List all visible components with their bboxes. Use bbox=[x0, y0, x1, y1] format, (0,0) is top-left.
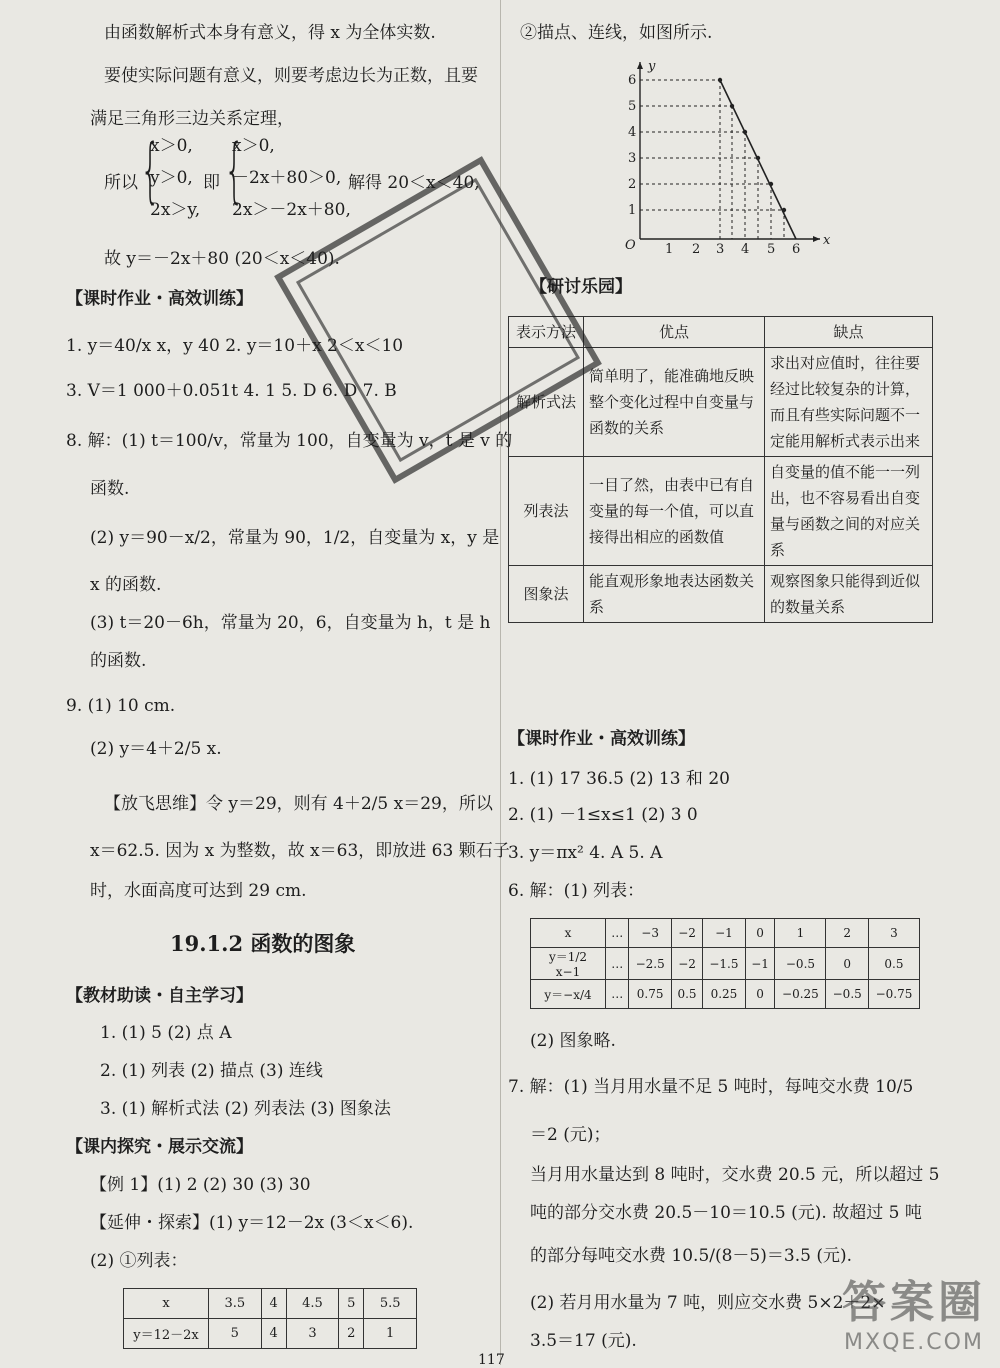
page-number: 117 bbox=[478, 1352, 505, 1368]
answer-line: 【延伸・探索】(1) y＝12－2x (3＜x＜6). bbox=[90, 1213, 414, 1233]
answer-line: 3. y＝πx² 4. A 5. A bbox=[508, 843, 663, 863]
table-cell: 一目了然，由表中已有自变量的每一个值，可以直接得出相应的函数值 bbox=[584, 457, 765, 566]
answer-line: 函数. bbox=[90, 479, 130, 499]
answer-line: (2) y＝4＋2/5 x. bbox=[90, 739, 222, 759]
answer-line: (2) ①列表： bbox=[90, 1251, 188, 1271]
table-cell: 列表法 bbox=[509, 457, 584, 566]
x-tick-labels bbox=[665, 242, 800, 256]
answer-line: x 的函数. bbox=[90, 575, 162, 595]
graph-point bbox=[743, 130, 747, 134]
y-tick-label: 2 bbox=[628, 177, 637, 192]
answer-line: 当月用水量达到 8 吨时，交水费 20.5 元，所以超过 5 bbox=[530, 1165, 940, 1185]
left-brace-2: { bbox=[224, 129, 245, 211]
table-row bbox=[531, 948, 920, 980]
table-cell: 解析式法 bbox=[509, 348, 584, 457]
answer-line: ＝2 (元)； bbox=[530, 1125, 611, 1145]
table-row bbox=[124, 1289, 417, 1319]
table-row bbox=[531, 919, 920, 948]
table-header: 缺点 bbox=[765, 317, 933, 348]
x-arrow bbox=[813, 236, 820, 242]
x-tick-label: 3 bbox=[716, 242, 725, 256]
answer-line: 吨的部分交水费 20.5－10＝10.5 (元). 故超过 5 吨 bbox=[530, 1203, 922, 1223]
table-cell: 能直观形象地表达函数关系 bbox=[584, 566, 765, 623]
answer-line: 6. 解：(1) 列表： bbox=[508, 881, 645, 901]
watermark bbox=[842, 1266, 986, 1355]
x-tick-label: 4 bbox=[741, 242, 750, 256]
table-cell: −2.5 bbox=[629, 948, 672, 980]
graph-point bbox=[769, 182, 773, 186]
table-cell: −1 bbox=[703, 919, 746, 948]
value-table bbox=[123, 1288, 417, 1349]
sys1-row: y＞0, bbox=[150, 168, 193, 188]
graph-guides bbox=[640, 80, 784, 239]
answer-line: 2. (1) 列表 (2) 描点 (3) 连线 bbox=[100, 1061, 323, 1081]
table-row bbox=[124, 1319, 417, 1349]
answer-line: 3. (1) 解析式法 (2) 列表法 (3) 图象法 bbox=[100, 1099, 391, 1119]
answer-line: 的函数. bbox=[90, 651, 147, 671]
answer-line: 1. (1) 17 36.5 (2) 13 和 20 bbox=[508, 769, 730, 789]
text-line: 故 y＝－2x＋80 (20＜x＜40). bbox=[104, 249, 340, 269]
table-cell: 2 bbox=[339, 1319, 364, 1349]
answer-line: (2) y＝90－x/2，常量为 90，1/2，自变量为 x，y 是 bbox=[90, 528, 500, 548]
table-cell: 求出对应值时，往往要经过比较复杂的计算，而且有些实际问题不一定能用解析式表示出来 bbox=[765, 348, 933, 457]
graph-point bbox=[756, 156, 760, 160]
watermark-url: MXQE.COM bbox=[844, 1330, 984, 1355]
table-cell: 0.5 bbox=[868, 948, 919, 980]
table-cell: −2 bbox=[671, 919, 702, 948]
section-heading: 【教材助读・自主学习】 bbox=[66, 986, 253, 1006]
sys1-row: x＞0, bbox=[150, 136, 193, 156]
answer-line: 2. (1) －1≤x≤1 (2) 3 0 bbox=[508, 805, 698, 825]
table-cell: 5 bbox=[209, 1319, 262, 1349]
answer-line: 的部分每吨交水费 10.5/(8－5)＝3.5 (元). bbox=[530, 1246, 852, 1266]
answer-line: ②描点、连线，如图所示. bbox=[520, 23, 713, 43]
answer-line: 3. V＝1 000＋0.051t 4. 1 5. D 6. D 7. B bbox=[66, 381, 397, 401]
sys1-row: 2x＞y, bbox=[150, 200, 201, 220]
table-cell: −0.75 bbox=[868, 980, 919, 1009]
y-arrow bbox=[637, 62, 643, 69]
table-cell: 5.5 bbox=[364, 1289, 417, 1319]
table-cell: −0.25 bbox=[775, 980, 826, 1009]
table-cell: −0.5 bbox=[826, 980, 869, 1009]
y-tick-labels bbox=[628, 73, 636, 218]
table-cell: −1 bbox=[745, 948, 775, 980]
table-cell: … bbox=[606, 919, 629, 948]
table-row bbox=[509, 566, 933, 623]
answer-line: x＝62.5. 因为 x 为整数，故 x＝63，即放进 63 颗石子 bbox=[90, 841, 510, 861]
y-tick-label: 5 bbox=[628, 99, 637, 114]
table-cell: 0 bbox=[745, 919, 775, 948]
x-tick-label: 6 bbox=[792, 242, 801, 256]
y-tick-label: 3 bbox=[628, 151, 637, 166]
sys-mid: 即 bbox=[203, 173, 220, 193]
section-heading: 【研讨乐园】 bbox=[530, 277, 632, 297]
table-cell: 图象法 bbox=[509, 566, 584, 623]
table-cell: 自变量的值不能一一列出，也不容易看出自变量与函数之间的对应关系 bbox=[765, 457, 933, 566]
table-cell: 4 bbox=[261, 1319, 286, 1349]
x-tick-label: 5 bbox=[767, 242, 776, 256]
table-cell: 简单明了，能准确地反映整个变化过程中自变量与函数的关系 bbox=[584, 348, 765, 457]
answer-line: 3.5＝17 (元). bbox=[530, 1331, 637, 1351]
sys2-row: 2x＞－2x＋80, bbox=[232, 200, 351, 220]
graph-point bbox=[782, 208, 786, 212]
system-1 bbox=[150, 130, 200, 226]
table-cell: 1 bbox=[364, 1319, 417, 1349]
table-cell: … bbox=[606, 980, 629, 1009]
table-cell: x bbox=[531, 919, 606, 948]
x-tick-label: 2 bbox=[692, 242, 701, 256]
table-cell: y＝1/2 x−1 bbox=[531, 948, 606, 980]
table-cell: 1 bbox=[775, 919, 826, 948]
table-cell: … bbox=[606, 948, 629, 980]
answer-line: 9. (1) 10 cm. bbox=[66, 696, 176, 716]
table-cell: 3.5 bbox=[209, 1289, 262, 1319]
section-heading: 【课内探究・展示交流】 bbox=[66, 1137, 253, 1157]
table-cell: 0 bbox=[826, 948, 869, 980]
section-title: 19.1.2 函数的图象 bbox=[170, 931, 356, 956]
table-cell: 3 bbox=[286, 1319, 339, 1349]
table-cell: 3 bbox=[868, 919, 919, 948]
y-axis-label: y bbox=[648, 59, 656, 74]
left-brace-1: { bbox=[140, 129, 161, 211]
axis-labels bbox=[625, 59, 831, 253]
table-cell: 2 bbox=[826, 919, 869, 948]
table-row bbox=[531, 980, 920, 1009]
value-table-2 bbox=[530, 918, 920, 1009]
text-line: 要使实际问题有意义，则要考虑边长为正数，且要 bbox=[104, 66, 478, 86]
answer-line: 8. 解：(1) t＝100/v，常量为 100，自变量为 v，t 是 v 的 bbox=[66, 431, 513, 451]
answer-line: 7. 解：(1) 当月用水量不足 5 吨时，每吨交水费 10/5 bbox=[508, 1077, 914, 1097]
answer-line: (2) 若月用水量为 7 吨，则应交水费 5×2＋2× bbox=[530, 1293, 886, 1313]
table-cell: −3 bbox=[629, 919, 672, 948]
sys2-row: x＞0, bbox=[232, 136, 275, 156]
section-heading: 【课时作业・高效训练】 bbox=[66, 289, 253, 309]
graph-point bbox=[718, 78, 722, 82]
answer-line: (2) 图象略. bbox=[530, 1031, 616, 1051]
section-heading: 【课时作业・高效训练】 bbox=[508, 729, 695, 749]
table-header: 优点 bbox=[584, 317, 765, 348]
answer-line: 【例 1】(1) 2 (2) 30 (3) 30 bbox=[90, 1175, 311, 1195]
sys-prefix: 所以 bbox=[104, 173, 138, 193]
y-tick-label: 1 bbox=[628, 203, 637, 218]
answer-line: 时，水面高度可达到 29 cm. bbox=[90, 881, 307, 901]
table-cell: 0.75 bbox=[629, 980, 672, 1009]
answer-line: 【放飞思维】令 y＝29，则有 4＋2/5 x＝29，所以 bbox=[104, 794, 493, 814]
watermark-logo: 答案圈 bbox=[842, 1277, 986, 1328]
answer-line: 1. (1) 5 (2) 点 A bbox=[100, 1023, 232, 1043]
graph-point bbox=[730, 104, 734, 108]
table-cell: y＝12－2x bbox=[124, 1319, 209, 1349]
y-tick-label: 6 bbox=[628, 73, 637, 88]
table-cell: −1.5 bbox=[703, 948, 746, 980]
x-tick-label: 1 bbox=[665, 242, 674, 256]
table-row bbox=[509, 457, 933, 566]
table-cell: 5 bbox=[339, 1289, 364, 1319]
origin-label: O bbox=[625, 238, 636, 253]
table-header: 表示方法 bbox=[509, 317, 584, 348]
table-cell: 0 bbox=[745, 980, 775, 1009]
table-cell: x bbox=[124, 1289, 209, 1319]
text-line: 由函数解析式本身有意义，得 x 为全体实数. bbox=[104, 23, 436, 43]
function-graph bbox=[610, 56, 840, 256]
table-cell: 0.5 bbox=[671, 980, 702, 1009]
y-tick-label: 4 bbox=[628, 125, 637, 140]
system-2 bbox=[232, 130, 351, 226]
sys-suffix: 解得 20＜x＜40, bbox=[348, 173, 480, 193]
table-cell: 观察图象只能得到近似的数量关系 bbox=[765, 566, 933, 623]
table-cell: 4 bbox=[261, 1289, 286, 1319]
table-cell: −0.5 bbox=[775, 948, 826, 980]
table-cell: y＝−x/4 bbox=[531, 980, 606, 1009]
answer-line: (3) t＝20－6h，常量为 20，6，自变量为 h，t 是 h bbox=[90, 613, 491, 633]
text-line: 满足三角形三边关系定理， bbox=[90, 109, 294, 129]
answer-line: 1. y＝40/x x，y 40 2. y＝10＋x 2＜x＜10 bbox=[66, 336, 404, 356]
sys2-row: －2x＋80＞0, bbox=[232, 168, 342, 188]
table-cell: 4.5 bbox=[286, 1289, 339, 1319]
table-cell: −2 bbox=[671, 948, 702, 980]
table-cell: 0.25 bbox=[703, 980, 746, 1009]
x-axis-label: x bbox=[823, 233, 831, 248]
